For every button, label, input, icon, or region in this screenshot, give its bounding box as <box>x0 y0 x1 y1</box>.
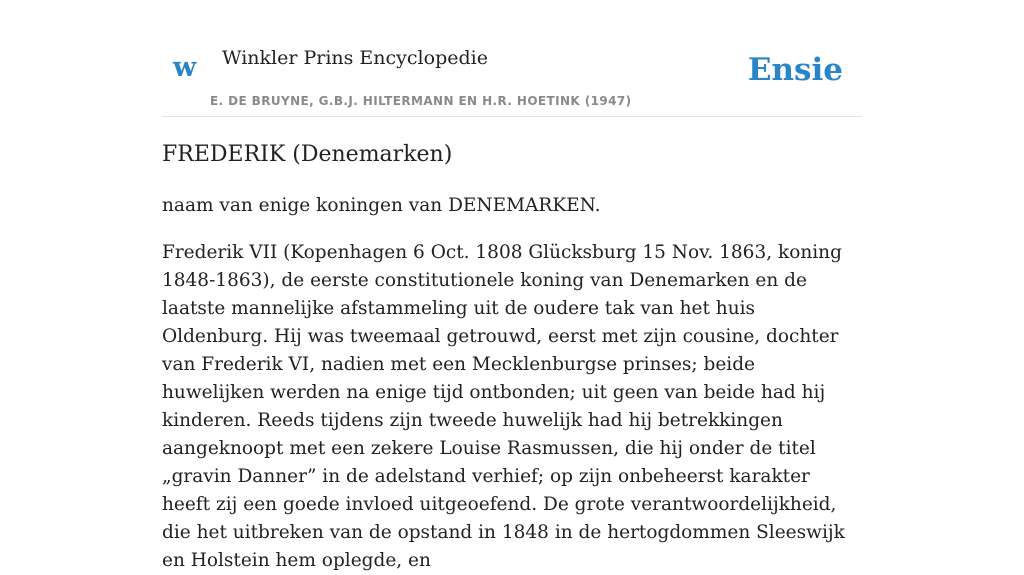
article-body: Frederik VII (Kopenhagen 6 Oct. 1808 Glücksburg 15 Nov. 1863, koning 1848-1863), de eerste constitutionele koning van Denemarken en de laatste mannelijke afstammeling uit de oudere tak van het huis Oldenburg. Hij was tweemaal getrouwd, eerst met zijn cousine, dochter van Frederik VI, nadien met een Mecklenburgse prinses; beide huwelijken werden na enige tijd ontbonden; uit geen van beide had hij kinderen. Reeds tijdens zijn tweede huwelijk had hij betrekkingen aangeknoopt met een zekere Louise Rasmussen, die hij onder de titel „gravin Danner” in de adelstand verhief; op zijn onbeheerst karakter heeft zij een goede invloed uitgeoefend. De grote verantwoordelijkheid, die het uitbreken van de opstand in 1848 in de hertogdommen Sleeswijk en Holstein hem oplegde, en <box>162 242 845 571</box>
article-intro: naam van enige koningen van DENEMARKEN. <box>162 195 601 216</box>
article <box>162 138 862 575</box>
ensie-home-link[interactable]: Ensie <box>747 52 843 88</box>
encyclopedia-header <box>162 0 862 117</box>
article-title: FREDERIK (Denemarken) <box>162 142 453 167</box>
publication-title[interactable]: Winkler Prins Encyclopedie <box>222 47 488 69</box>
publication-authors: E. DE BRUYNE, G.B.J. HILTERMANN EN H.R. HOETINK (1947) <box>210 94 632 108</box>
winkler-prins-logo-icon[interactable]: w <box>173 52 197 83</box>
